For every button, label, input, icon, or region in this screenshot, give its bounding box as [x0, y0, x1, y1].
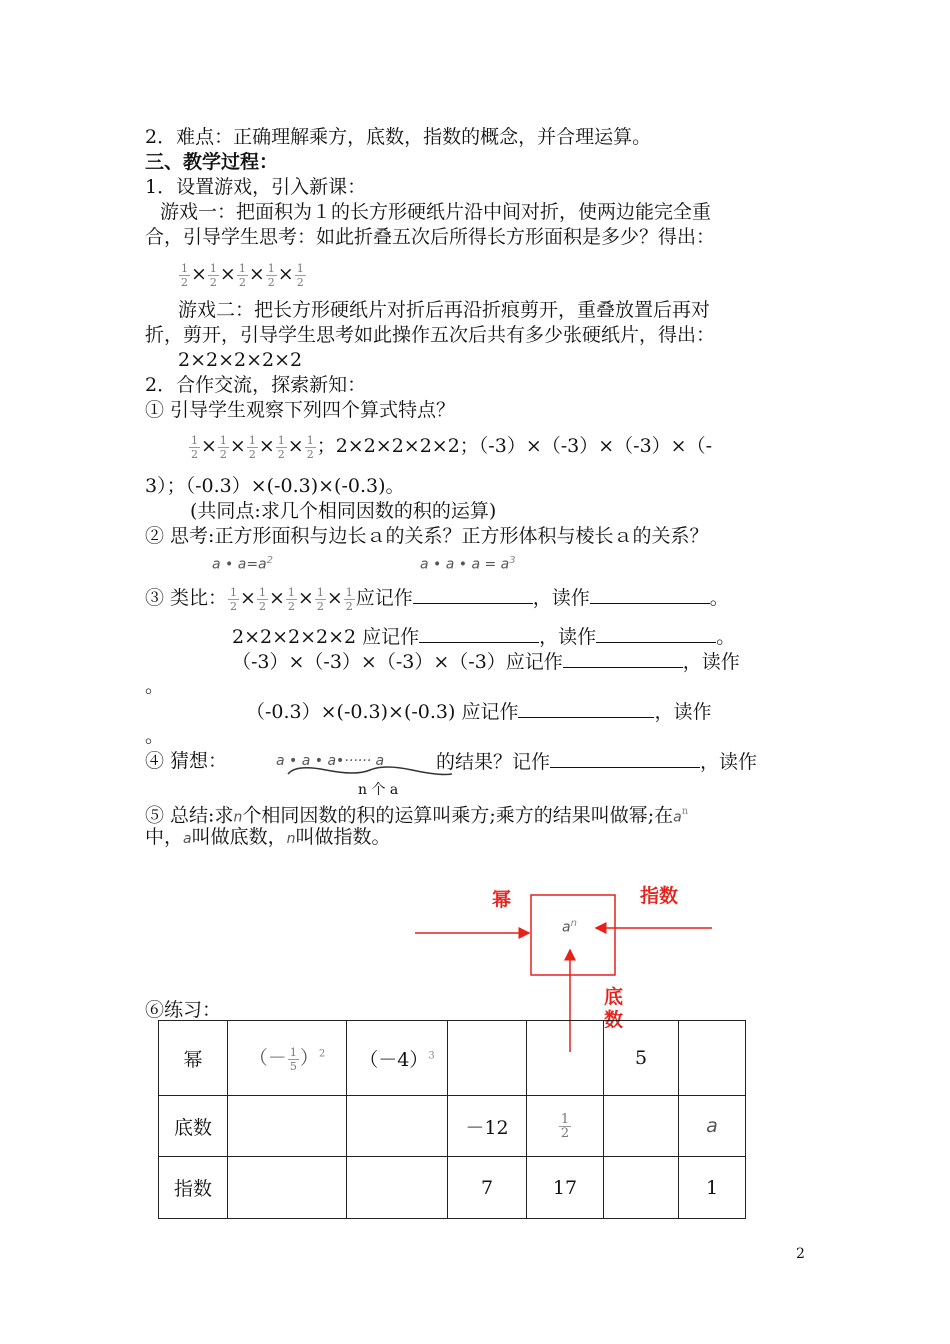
four-expressions: $\frac{1}{2}$ × $\frac{1}{2}$ × $\frac{1}{2}$ × $\frac{1}{2}$ × $\frac{1}{2}$ ；2×2×2×2×2；（-3）×（-3）×（-3）×（-: [191, 433, 713, 461]
table-cell[interactable]: [228, 1157, 347, 1219]
table-cell: －12: [448, 1096, 527, 1157]
table-cell: （－ $\frac{1}{5}$ ）$^2$: [228, 1021, 347, 1096]
label-base-top: 底: [604, 986, 624, 1008]
area-formula: a • $a=a^2$: [212, 555, 274, 573]
fraction: $\frac{1}{2}$: [230, 585, 238, 613]
subsection-1: 1．设置游戏，引入新课：: [145, 176, 367, 198]
table-cell: a: [679, 1096, 746, 1157]
game-one-line-2: 合，引导学生思考：如此折叠五次后所得长方形面积是多少？得出：: [145, 226, 716, 248]
answer-blank[interactable]: [518, 699, 654, 718]
table-cell[interactable]: [604, 1157, 679, 1219]
answer-blank[interactable]: [550, 749, 700, 768]
answer-blank[interactable]: [596, 624, 716, 643]
fraction: $\frac{1}{5}$: [289, 1045, 297, 1073]
step-2: ② 思考:正方形面积与边长ａ的关系？正方形体积与棱长ａ的关系？: [145, 525, 709, 547]
table-cell[interactable]: [679, 1021, 746, 1096]
analogy-line-4-end: 。: [145, 725, 165, 747]
fraction: $\frac{1}{2}$: [219, 433, 227, 461]
row-label: 指数: [159, 1157, 228, 1219]
table-cell[interactable]: [347, 1157, 448, 1219]
table-cell: [527, 1096, 604, 1157]
brace-label: n 个 a: [358, 782, 399, 798]
fraction: $\frac{1}{2}$: [316, 585, 324, 613]
analogy-line-3: （-3）×（-3）×（-3）×（-3）应记作 ，读作: [232, 651, 740, 673]
summary-line-1: ⑤ 总结:求n个相同因数的积的运算叫乘方;乘方的结果叫做幂;在$a^n$: [145, 804, 689, 827]
table-cell[interactable]: [604, 1096, 679, 1157]
fraction: $\frac{1}{2}$: [209, 261, 217, 289]
diagram-a: $a^n$: [562, 918, 577, 936]
summary-line-2: 中，a叫做底数，n叫做指数。: [145, 826, 391, 848]
fraction: $\frac{1}{2}$: [248, 433, 256, 461]
row-label: 底数: [159, 1096, 228, 1157]
guess-label: ④ 猜想：: [145, 750, 228, 772]
answer-blank[interactable]: [413, 585, 533, 604]
common-point: (共同点:求几个相同因数的积的运算): [190, 500, 497, 522]
table-row: [159, 1096, 746, 1157]
table-cell[interactable]: [347, 1096, 448, 1157]
table-cell: 17: [527, 1157, 604, 1219]
game-two-line-1: 游戏二：把长方形硬纸片对折后再沿折痕剪开，重叠放置后再对: [178, 299, 711, 321]
subsection-2: 2．合作交流，探索新知：: [145, 374, 367, 396]
page-number: 2: [796, 1246, 805, 1262]
table-cell: 1: [679, 1157, 746, 1219]
analogy-line-3-end: 。: [145, 675, 165, 697]
fraction: $\frac{1}{2}$: [258, 585, 266, 613]
fraction: $\frac{1}{2}$: [287, 585, 295, 613]
analogy-line-1: ③ 类比： $\frac{1}{2}$ × $\frac{1}{2}$ × $\frac{1}{2}$ × $\frac{1}{2}$ × $\frac{1}{2}$ 应记作 ，读作 。: [145, 585, 729, 613]
exercise-label: ⑥练习：: [145, 999, 222, 1021]
table-cell[interactable]: [448, 1021, 527, 1096]
table-cell[interactable]: [527, 1021, 604, 1096]
four-expressions-cont: 3）；（-0.3）×(-0.3)×(-0.3)。: [145, 475, 405, 497]
game-one-line-1: 游戏一：把面积为１的长方形硬纸片沿中间对折，使两边能完全重: [160, 201, 712, 223]
table-row: [159, 1157, 746, 1219]
volume-formula: a • a • $a = a^3$: [420, 555, 516, 573]
section-heading: 三、教学过程：: [145, 151, 279, 173]
fraction: $\frac{1}{2}$: [191, 433, 198, 461]
fraction: $\frac{1}{2}$: [345, 585, 353, 613]
table-cell: 7: [448, 1157, 527, 1219]
guess-text: 的结果？记作 ，读作: [436, 751, 758, 773]
game-two-line-2: 折，剪开，引导学生思考如此操作五次后共有多少张硬纸片，得出：: [145, 324, 716, 346]
label-base-bottom: 数: [604, 1009, 624, 1031]
difficulty-line: 2．难点：正确理解乘方，底数，指数的概念，并合理运算。: [145, 126, 652, 148]
fraction: $\frac{1}{2}$: [306, 433, 314, 461]
table-row: [159, 1021, 746, 1096]
guess-expression: a • a • a•······ a: [276, 753, 385, 769]
exercise-table: [158, 1020, 746, 1219]
table-cell[interactable]: [228, 1096, 347, 1157]
fraction: $\frac{1}{2}$: [277, 433, 285, 461]
analogy-line-4: （-0.3）×(-0.3)×(-0.3) 应记作 ，读作: [246, 701, 712, 723]
answer-blank[interactable]: [563, 649, 683, 668]
fraction: $\frac{1}{2}$: [267, 261, 275, 289]
answer-blank[interactable]: [419, 624, 539, 643]
analogy-line-2: 2×2×2×2×2 应记作 ，读作 。: [232, 626, 736, 648]
fraction: $\frac{1}{2}$: [181, 261, 188, 289]
game-two-result: 2×2×2×2×2: [178, 349, 303, 371]
fraction: $\frac{1}{2}$: [296, 261, 304, 289]
answer-blank[interactable]: [590, 585, 710, 604]
fraction: $\frac{1}{2}$: [560, 1111, 570, 1141]
step-1: ① 引导学生观察下列四个算式特点？: [145, 399, 456, 421]
table-cell: 5: [604, 1021, 679, 1096]
label-exponent: 指数: [640, 885, 679, 907]
fraction-product-1: $\frac{1}{2}$ × $\frac{1}{2}$ × $\frac{1}{2}$ × $\frac{1}{2}$ × $\frac{1}{2}$: [181, 261, 304, 289]
fraction: $\frac{1}{2}$: [238, 261, 246, 289]
label-power: 幂: [492, 889, 512, 911]
row-label: 幂: [159, 1021, 228, 1096]
table-cell: $(-4)^3$: [347, 1021, 448, 1096]
